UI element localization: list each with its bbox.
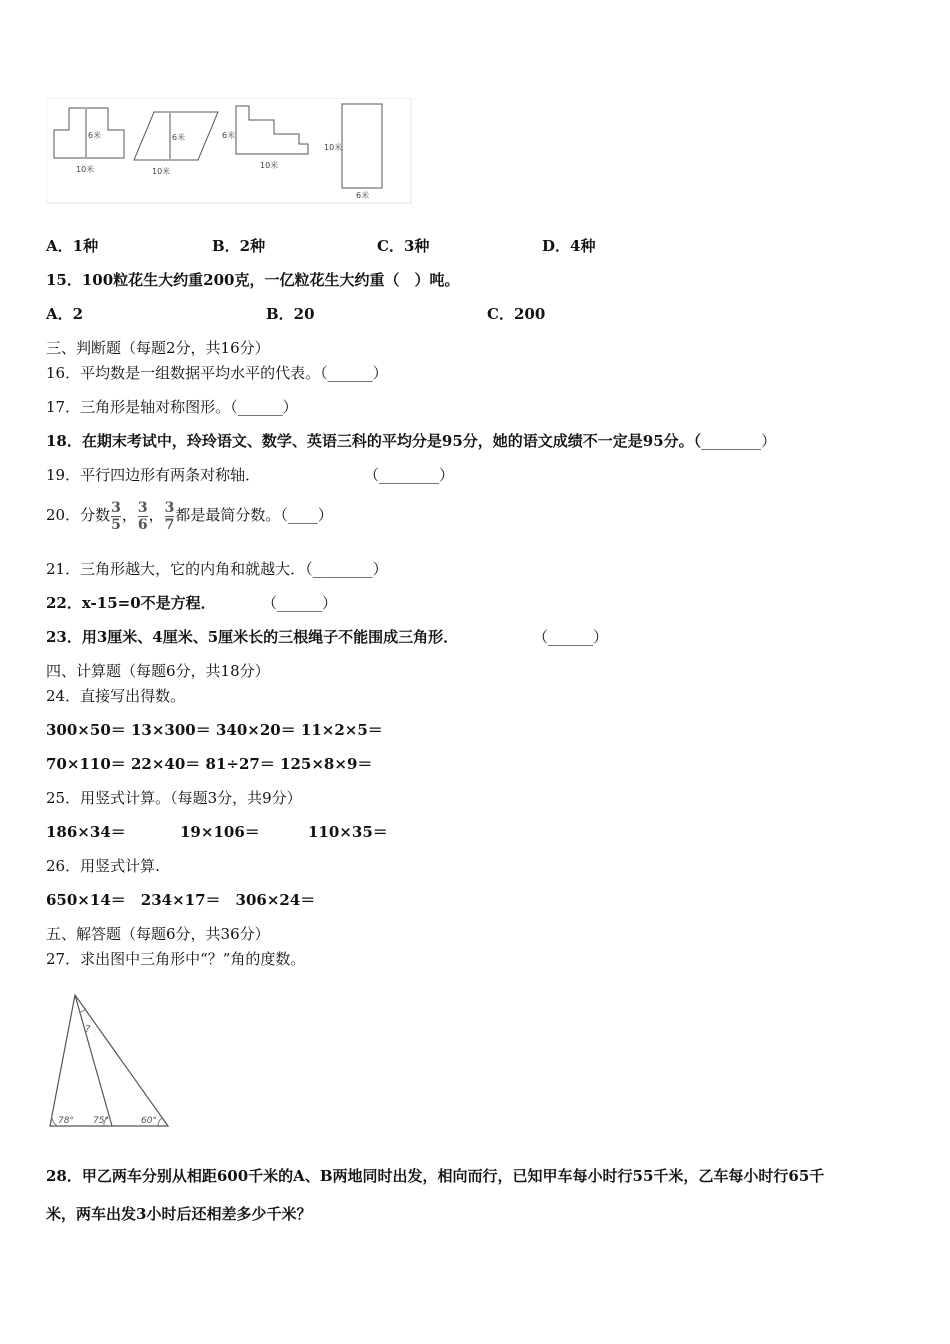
q20-sep-1: ， xyxy=(121,506,137,524)
q20 xyxy=(46,495,333,535)
angle-label-75: 75° xyxy=(93,1116,109,1126)
shape3-height-label: 6米 xyxy=(222,131,236,140)
q20-suffix: 都是最简分数。（ xyxy=(175,506,288,524)
q20-close: ） xyxy=(317,506,333,524)
q14-option-a[interactable]: A．1种 xyxy=(46,237,99,255)
fraction-denominator: 7 xyxy=(164,516,175,533)
q24-text: 24．直接写出得数。 xyxy=(46,687,186,705)
q19-close: ） xyxy=(439,466,455,484)
q23-answer-blank[interactable]: ______ xyxy=(548,628,594,646)
shape3-base-label: 10米 xyxy=(260,161,279,170)
q19-answer-blank[interactable]: ________ xyxy=(379,466,440,484)
q20-fraction-3 xyxy=(165,501,175,532)
q20-answer-blank[interactable]: ____ xyxy=(287,506,318,524)
q16-answer-blank[interactable]: ______ xyxy=(327,364,373,382)
q14-option-b[interactable]: B．2种 xyxy=(212,237,266,255)
area-shapes-figure xyxy=(46,98,412,204)
q26-text: 26．用竖式计算. xyxy=(46,857,160,875)
q18-answer-blank[interactable]: ________ xyxy=(701,432,762,450)
q20-fraction-2 xyxy=(138,501,148,532)
section5-heading: 五、解答题（每题6分，共36分） xyxy=(46,925,270,943)
shape2-height-label: 6米 xyxy=(172,133,186,142)
q22-close: ） xyxy=(322,594,338,612)
q22-paren: （ xyxy=(262,594,278,612)
section3-heading: 三、判断题（每题2分，共16分） xyxy=(46,339,270,357)
angle-label-60: 60° xyxy=(141,1116,157,1126)
q15-option-b[interactable]: B．20 xyxy=(266,305,315,323)
q21 xyxy=(46,560,388,578)
q17-close: ） xyxy=(282,398,298,416)
q24-row1: 300×50＝ 13×300＝ 340×20＝ 11×2×5＝ xyxy=(46,721,383,739)
fraction-denominator: 6 xyxy=(137,516,148,533)
q19 xyxy=(46,466,260,484)
q15-text: 15．100粒花生大约重200克，一亿粒花生大约重（ ）吨。 xyxy=(46,271,460,289)
q15-option-a[interactable]: A．2 xyxy=(46,305,84,323)
q16-text: 16．平均数是一组数据平均水平的代表。（ xyxy=(46,364,328,382)
q20-fraction-1 xyxy=(111,501,121,532)
q16-close: ） xyxy=(372,364,388,382)
shape1-base-label: 10米 xyxy=(76,165,95,174)
section4-heading: 四、计算题（每题6分，共18分） xyxy=(46,662,270,680)
q22-answer-blank[interactable]: ______ xyxy=(277,594,323,612)
q21-close: ） xyxy=(372,560,388,578)
q18-close: ） xyxy=(761,432,777,450)
q25-item-3: 110×35＝ xyxy=(308,823,388,841)
fraction-numerator: 3 xyxy=(164,499,175,516)
q17 xyxy=(46,398,298,416)
q28-line2: 米，两车出发3小时后还相差多少千米？ xyxy=(46,1205,312,1223)
fraction-numerator: 3 xyxy=(111,499,121,516)
angle-arc-q xyxy=(80,1010,85,1012)
q23-text: 23．用3厘米、4厘米、5厘米长的三根绳子不能围成三角形． xyxy=(46,628,459,646)
q22-answer xyxy=(262,594,337,612)
q27-triangle-figure xyxy=(46,990,176,1130)
q25-text: 25．用竖式计算。（每题3分，共9分） xyxy=(46,789,302,807)
q17-text: 17．三角形是轴对称图形。（ xyxy=(46,398,238,416)
q25-item-1: 186×34＝ xyxy=(46,823,126,841)
angle-arc-60 xyxy=(158,1118,162,1126)
q28-line1: 28．甲乙两车分别从相距600千米的A、B两地同时出发，相向而行，已知甲车每小时行55千米，乙车每小时行65千 xyxy=(46,1167,825,1185)
q23-close: ） xyxy=(593,628,609,646)
q27-text: 27．求出图中三角形中“？”角的度数。 xyxy=(46,950,306,968)
q15-option-c[interactable]: C．200 xyxy=(487,305,546,323)
q14-option-d[interactable]: D．4种 xyxy=(542,237,596,255)
fraction-denominator: 5 xyxy=(111,516,121,533)
shape2-base-label: 10米 xyxy=(152,167,171,176)
q21-text: 21．三角形越大，它的内角和就越大．（ xyxy=(46,560,313,578)
shape1-height-label: 6米 xyxy=(88,131,102,140)
q17-answer-blank[interactable]: ______ xyxy=(237,398,283,416)
q26-row: 650×14＝ 234×17＝ 306×24＝ xyxy=(46,891,316,909)
q18-text: 18．在期末考试中，玲玲语文、数学、英语三科的平均分是95分，她的语文成绩不一定是95分。（ xyxy=(46,432,702,450)
shape4-base-label: 6米 xyxy=(356,191,370,200)
q21-answer-blank[interactable]: ________ xyxy=(312,560,373,578)
angle-label-unknown: ? xyxy=(85,1024,91,1035)
q22-text: 22．x-15=0不是方程． xyxy=(46,594,216,612)
q16 xyxy=(46,364,388,382)
q24-row2: 70×110＝ 22×40＝ 81÷27＝ 125×8×9＝ xyxy=(46,755,373,773)
q23-answer xyxy=(533,628,608,646)
outer-triangle xyxy=(50,995,168,1126)
q20-sep-2: ， xyxy=(148,506,164,524)
q23-paren: （ xyxy=(533,628,549,646)
q20-prefix: 20．分数 xyxy=(46,506,111,524)
q25-item-2: 19×106＝ xyxy=(180,823,260,841)
q19-text: 19．平行四边形有两条对称轴． xyxy=(46,466,261,484)
q19-paren: （ xyxy=(364,466,380,484)
q18 xyxy=(46,432,776,450)
inner-line xyxy=(75,995,112,1126)
q19-answer xyxy=(364,466,454,484)
angle-label-78: 78° xyxy=(58,1116,74,1126)
shape4-height-label: 10米 xyxy=(324,143,343,152)
fraction-numerator: 3 xyxy=(137,499,148,516)
q14-option-c[interactable]: C．3种 xyxy=(377,237,430,255)
